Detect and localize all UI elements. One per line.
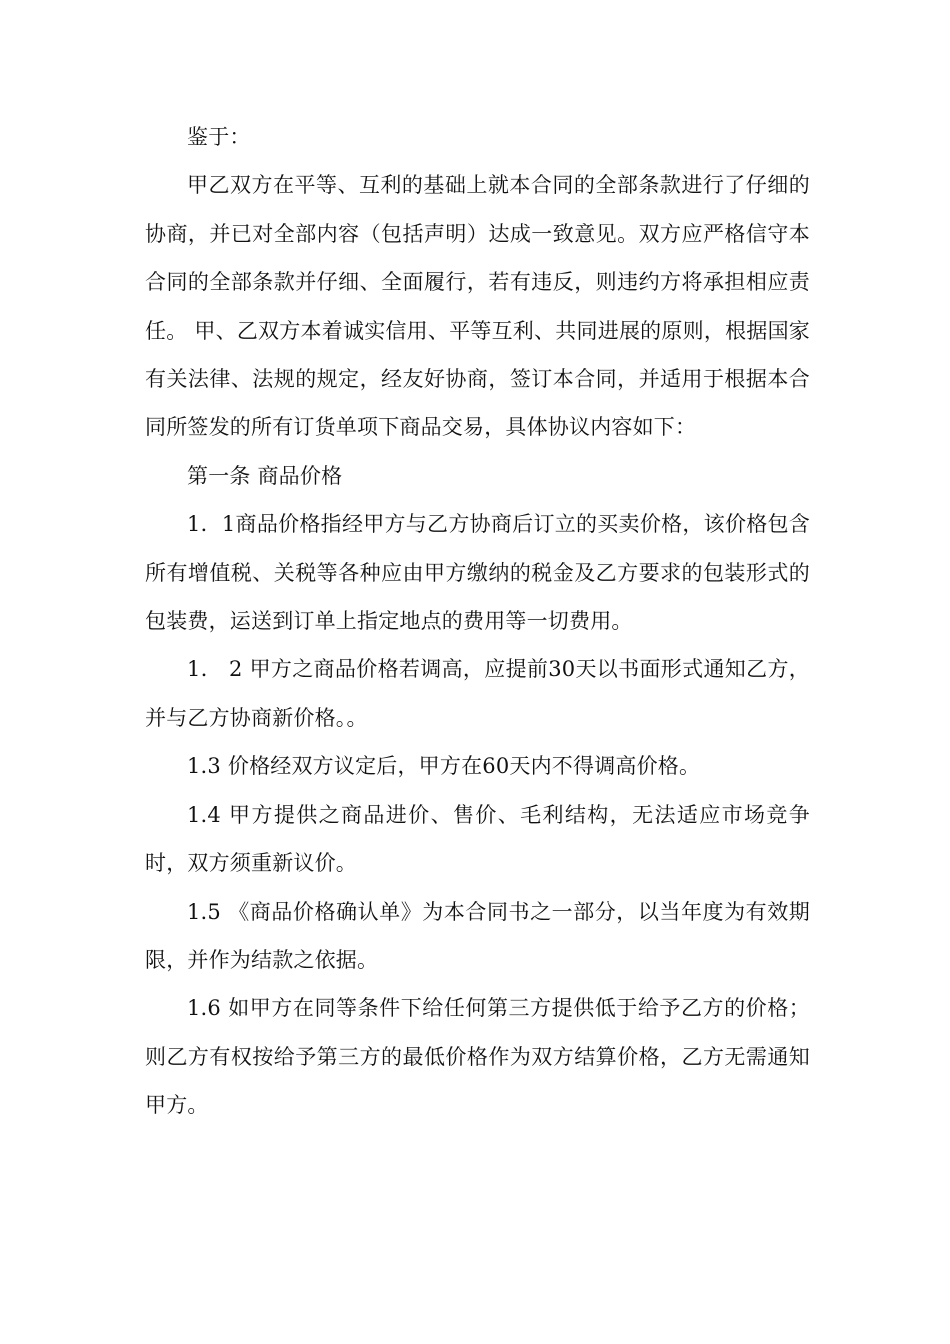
clause-1-5: 1.5 《商品价格确认单》为本合同书之一部分，以当年度为有效期限，并作为结款之依据。 [145,899,810,972]
paragraph-preamble: 甲乙双方在平等、互利的基础上就本合同的全部条款进行了仔细的协商，并已对全部内容（包括声明）达成一致意见。双方应严格信守本合同的全部条款并仔细、全面履行，若有违反，则违约方将承担相应责任。 甲、乙双方本着诚实信用、平等互利、共同进展的原则，根据国家有关法律、法规的规定，经友好协商，签订本合同，并适用于根据本合同所签发的所有订货单项下商品交易，具体协议内容如下： [145,173,810,440]
clause-1-6: 1.6 如甲方在同等条件下给任何第三方提供低于给予乙方的价格；则乙方有权按给予第三方的最低价格作为双方结算价格，乙方无需通知甲方。 [145,996,810,1118]
paragraph-whereas: 鉴于： [187,125,251,149]
clause-1-2: 1． 2 甲方之商品价格若调高，应提前30天以书面形式通知乙方，并与乙方协商新价格。。 [145,657,810,730]
clause-1-3: 1.3 价格经双方议定后，甲方在60天内不得调高价格。 [187,754,701,779]
clause-1-4: 1.4 甲方提供之商品进价、售价、毛利结构，无法适应市场竞争时，双方须重新议价。 [145,802,810,876]
clause-1-1: 1．1商品价格指经甲方与乙方协商后订立的买卖价格，该价格包含所有增值税、关税等各种应由甲方缴纳的税金及乙方要求的包装形式的包装费，运送到订单上指定地点的费用等一切费用。 [145,512,810,634]
contract-body [145,113,810,1130]
article-heading: 第一条 商品价格 [187,463,343,488]
